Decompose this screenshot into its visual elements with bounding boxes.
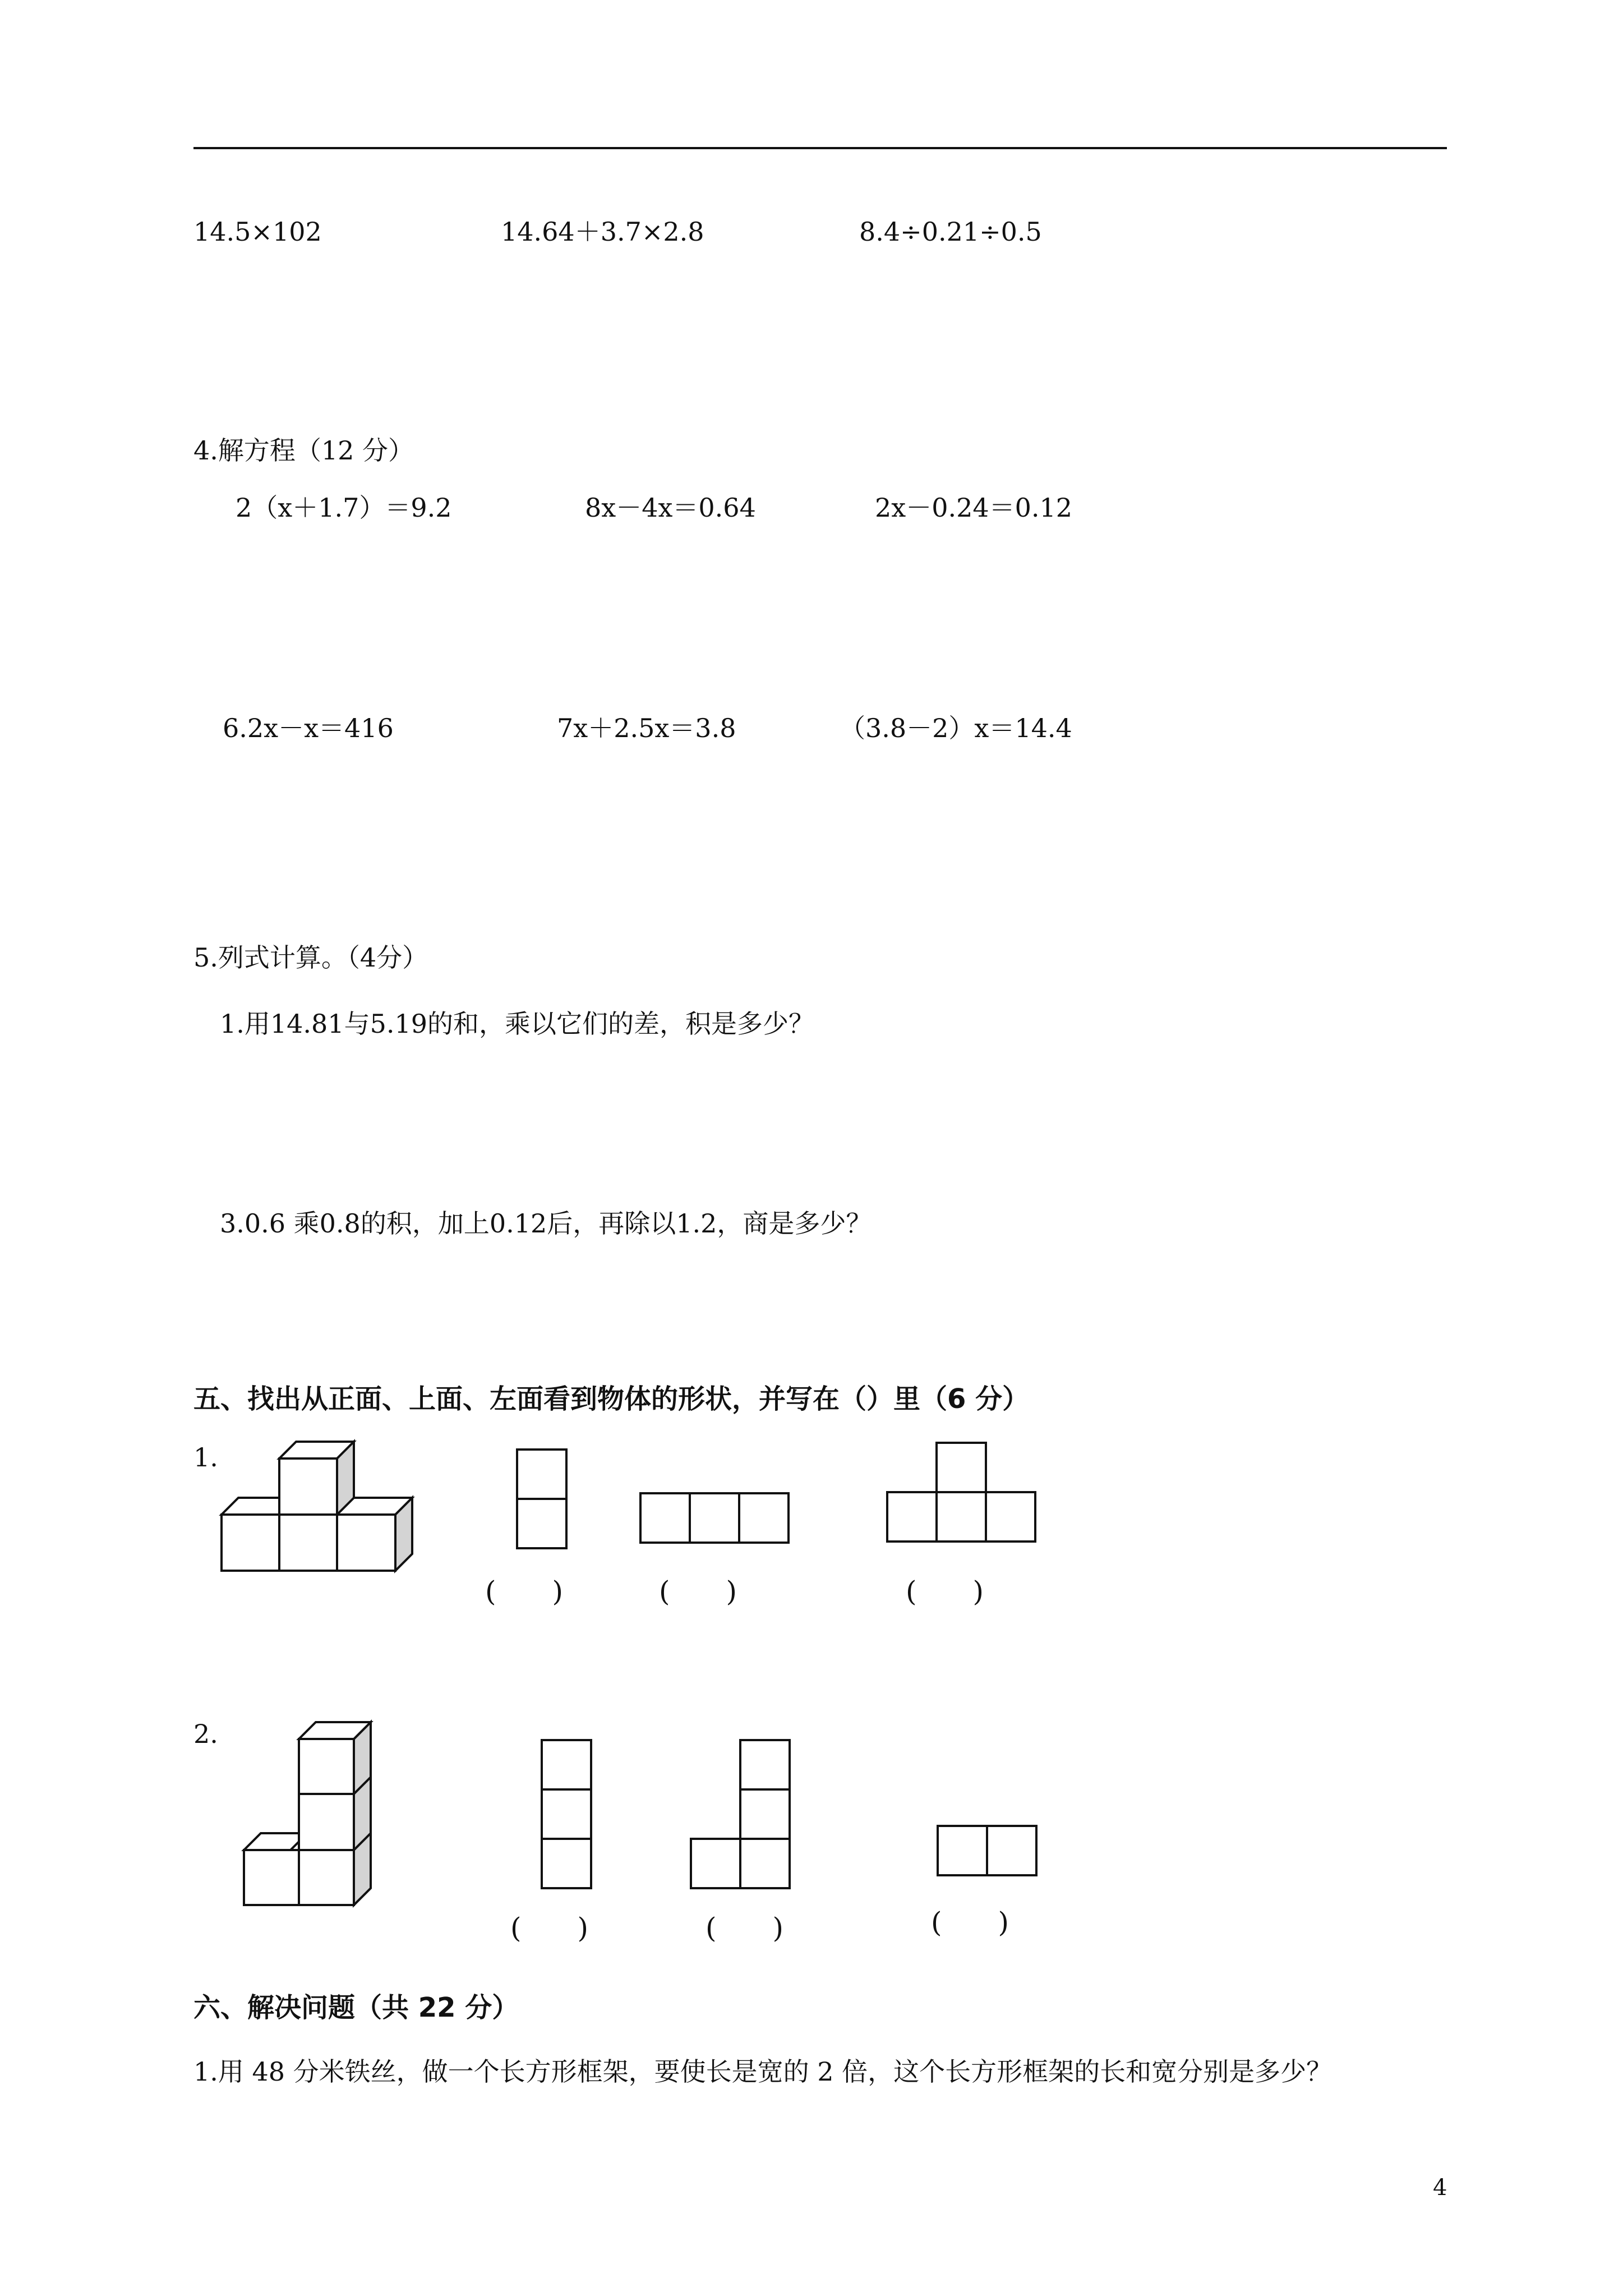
q4-eq-6: （3.8－2）x＝14.4 xyxy=(840,713,1072,743)
calc-item-3: 8.4÷0.21÷0.5 xyxy=(859,217,1042,247)
q4-eq-4: 6.2x－x＝416 xyxy=(223,713,394,743)
q5-item-2: 3.0.6 乘0.8的积，加上0.12后，再除以1.2，商是多少？ xyxy=(220,1208,872,1239)
figure-1-view-a xyxy=(516,1448,568,1549)
answer-blank-2c[interactable]: ( ) xyxy=(931,1906,1009,1939)
calc-item-1: 14.5×102 xyxy=(193,217,322,247)
header-rule xyxy=(193,147,1447,149)
answer-blank-2b[interactable]: ( ) xyxy=(706,1912,784,1944)
figure-2-solid xyxy=(236,1717,381,1907)
calc-item-2: 14.64＋3.7×2.8 xyxy=(501,217,704,247)
q5-item-1: 1.用14.81与5.19的和，乘以它们的差，积是多少？ xyxy=(220,1009,814,1039)
answer-blank-1c[interactable]: ( ) xyxy=(906,1575,984,1608)
answer-blank-1a[interactable]: ( ) xyxy=(485,1575,564,1608)
section-7-title: 六、解决问题（共 22 分） xyxy=(193,1992,519,2023)
q5-title: 5.列式计算。（4分） xyxy=(193,942,428,973)
q4-eq-5: 7x＋2.5x＝3.8 xyxy=(557,713,736,743)
q6-2-label: 2. xyxy=(193,1719,218,1749)
q4-title: 4.解方程（12 分） xyxy=(193,435,414,466)
section-6-title: 五、找出从正面、上面、左面看到物体的形状，并写在（）里（6 分） xyxy=(193,1383,1030,1415)
q4-eq-2: 8x－4x＝0.64 xyxy=(585,493,756,523)
figure-2-view-b xyxy=(690,1739,792,1890)
section-7-q1: 1.用 48 分米铁丝，做一个长方形框架，要使长是宽的 2 倍，这个长方形框架的长和宽分别是多少？ xyxy=(193,2056,1332,2087)
figure-1-view-b xyxy=(639,1492,791,1544)
figure-2-view-c xyxy=(937,1825,1039,1876)
answer-blank-2a[interactable]: ( ) xyxy=(510,1912,589,1944)
q4-eq-3: 2x－0.24＝0.12 xyxy=(875,493,1073,523)
figure-2-view-a xyxy=(541,1739,592,1890)
figure-1-view-c xyxy=(886,1442,1038,1543)
answer-blank-1b[interactable]: ( ) xyxy=(659,1575,737,1608)
page-number: 4 xyxy=(1433,2175,1447,2201)
q6-1-label: 1. xyxy=(193,1442,218,1473)
figure-1-solid xyxy=(213,1442,415,1593)
q4-eq-1: 2（x＋1.7）＝9.2 xyxy=(236,493,452,523)
